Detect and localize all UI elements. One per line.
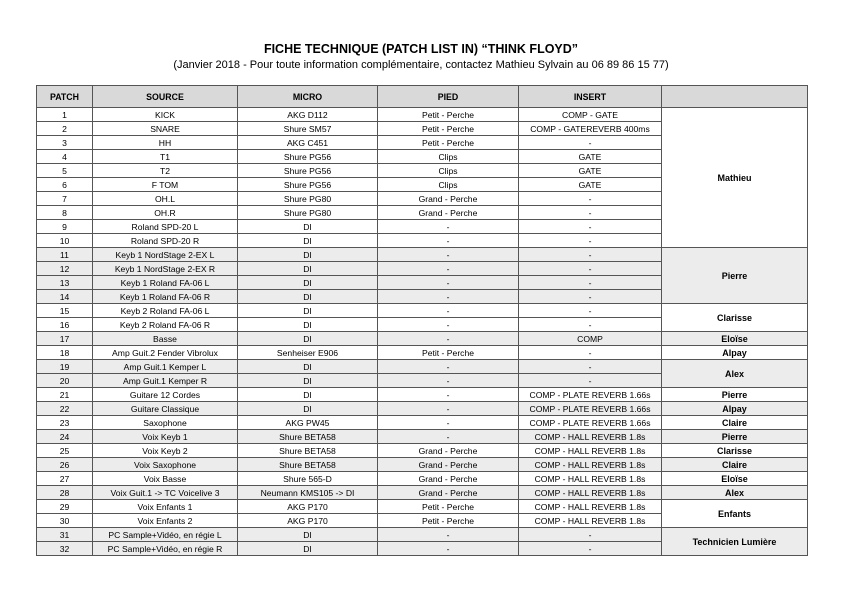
cell-patch: 19 bbox=[37, 360, 93, 374]
cell-pied: Petit - Perche bbox=[378, 514, 519, 528]
cell-pied: - bbox=[378, 430, 519, 444]
cell-micro: Shure BETA58 bbox=[238, 444, 378, 458]
cell-source: PC Sample+Vidéo, en régie L bbox=[93, 528, 238, 542]
cell-musician: Claire bbox=[662, 458, 808, 472]
cell-micro: Neumann KMS105 -> DI bbox=[238, 486, 378, 500]
cell-patch: 1 bbox=[37, 108, 93, 122]
cell-micro: DI bbox=[238, 374, 378, 388]
cell-patch: 22 bbox=[37, 402, 93, 416]
table-row bbox=[37, 430, 808, 444]
cell-pied: Grand - Perche bbox=[378, 192, 519, 206]
cell-musician: Alex bbox=[662, 486, 808, 500]
cell-insert: - bbox=[519, 360, 662, 374]
cell-source: Guitare Classique bbox=[93, 402, 238, 416]
cell-source: Amp Guit.1 Kemper R bbox=[93, 374, 238, 388]
cell-source: Amp Guit.2 Fender Vibrolux bbox=[93, 346, 238, 360]
cell-micro: AKG D112 bbox=[238, 108, 378, 122]
cell-source: Basse bbox=[93, 332, 238, 346]
cell-pied: Grand - Perche bbox=[378, 458, 519, 472]
cell-patch: 6 bbox=[37, 178, 93, 192]
cell-source: Keyb 1 Roland FA-06 L bbox=[93, 276, 238, 290]
table-row bbox=[37, 360, 808, 374]
cell-patch: 13 bbox=[37, 276, 93, 290]
cell-patch: 17 bbox=[37, 332, 93, 346]
cell-insert: - bbox=[519, 318, 662, 332]
cell-patch: 16 bbox=[37, 318, 93, 332]
cell-musician: Pierre bbox=[662, 430, 808, 444]
cell-source: Voix Guit.1 -> TC Voicelive 3 bbox=[93, 486, 238, 500]
cell-micro: AKG C451 bbox=[238, 136, 378, 150]
cell-micro: Shure 565-D bbox=[238, 472, 378, 486]
cell-insert: COMP - HALL REVERB 1.8s bbox=[519, 500, 662, 514]
cell-insert: - bbox=[519, 234, 662, 248]
cell-micro: DI bbox=[238, 318, 378, 332]
cell-insert: COMP - HALL REVERB 1.8s bbox=[519, 458, 662, 472]
cell-source: Keyb 1 Roland FA-06 R bbox=[93, 290, 238, 304]
cell-patch: 8 bbox=[37, 206, 93, 220]
cell-insert: - bbox=[519, 304, 662, 318]
table-row bbox=[37, 402, 808, 416]
column-header-patch: PATCH bbox=[37, 86, 93, 108]
cell-insert: COMP - PLATE REVERB 1.66s bbox=[519, 388, 662, 402]
cell-micro: DI bbox=[238, 304, 378, 318]
table-body bbox=[37, 108, 808, 556]
cell-pied: - bbox=[378, 360, 519, 374]
cell-insert: - bbox=[519, 528, 662, 542]
cell-micro: DI bbox=[238, 234, 378, 248]
cell-micro: DI bbox=[238, 262, 378, 276]
cell-patch: 3 bbox=[37, 136, 93, 150]
cell-pied: - bbox=[378, 402, 519, 416]
cell-patch: 5 bbox=[37, 164, 93, 178]
cell-patch: 14 bbox=[37, 290, 93, 304]
cell-insert: COMP - HALL REVERB 1.8s bbox=[519, 486, 662, 500]
cell-micro: DI bbox=[238, 388, 378, 402]
cell-source: Amp Guit.1 Kemper L bbox=[93, 360, 238, 374]
table-row bbox=[37, 332, 808, 346]
cell-insert: COMP - HALL REVERB 1.8s bbox=[519, 514, 662, 528]
cell-musician: Clarisse bbox=[662, 304, 808, 332]
cell-insert: - bbox=[519, 262, 662, 276]
cell-source: SNARE bbox=[93, 122, 238, 136]
cell-pied: - bbox=[378, 276, 519, 290]
cell-micro: Shure BETA58 bbox=[238, 458, 378, 472]
cell-micro: Shure PG80 bbox=[238, 192, 378, 206]
page-subtitle: (Janvier 2018 - Pour toute information complémentaire, contactez Mathieu Sylvain au 06 89 86 15 77) bbox=[173, 59, 669, 71]
cell-insert: - bbox=[519, 290, 662, 304]
cell-pied: - bbox=[378, 332, 519, 346]
cell-pied: - bbox=[378, 388, 519, 402]
patch-list-table bbox=[36, 85, 808, 556]
cell-patch: 15 bbox=[37, 304, 93, 318]
cell-micro: DI bbox=[238, 542, 378, 556]
cell-micro: Shure SM57 bbox=[238, 122, 378, 136]
cell-patch: 23 bbox=[37, 416, 93, 430]
cell-micro: AKG PW45 bbox=[238, 416, 378, 430]
cell-patch: 27 bbox=[37, 472, 93, 486]
cell-insert: - bbox=[519, 276, 662, 290]
cell-insert: COMP - PLATE REVERB 1.66s bbox=[519, 416, 662, 430]
cell-insert: GATE bbox=[519, 150, 662, 164]
table-row bbox=[37, 486, 808, 500]
cell-source: HH bbox=[93, 136, 238, 150]
cell-source: Keyb 1 NordStage 2-EX R bbox=[93, 262, 238, 276]
table-row bbox=[37, 458, 808, 472]
cell-musician: Enfants bbox=[662, 500, 808, 528]
cell-pied: Clips bbox=[378, 164, 519, 178]
cell-insert: COMP - GATE bbox=[519, 108, 662, 122]
cell-source: Keyb 1 NordStage 2-EX L bbox=[93, 248, 238, 262]
cell-insert: - bbox=[519, 206, 662, 220]
cell-insert: GATE bbox=[519, 164, 662, 178]
cell-patch: 29 bbox=[37, 500, 93, 514]
cell-insert: - bbox=[519, 220, 662, 234]
cell-pied: Petit - Perche bbox=[378, 122, 519, 136]
cell-pied: Grand - Perche bbox=[378, 206, 519, 220]
cell-insert: COMP - HALL REVERB 1.8s bbox=[519, 472, 662, 486]
cell-musician: Alpay bbox=[662, 402, 808, 416]
cell-patch: 11 bbox=[37, 248, 93, 262]
cell-patch: 28 bbox=[37, 486, 93, 500]
cell-pied: - bbox=[378, 248, 519, 262]
cell-micro: DI bbox=[238, 276, 378, 290]
table-row bbox=[37, 444, 808, 458]
cell-musician: Alex bbox=[662, 360, 808, 388]
table-row bbox=[37, 304, 808, 318]
cell-pied: Petit - Perche bbox=[378, 136, 519, 150]
cell-pied: Grand - Perche bbox=[378, 486, 519, 500]
cell-micro: DI bbox=[238, 360, 378, 374]
cell-source: Roland SPD-20 L bbox=[93, 220, 238, 234]
cell-pied: - bbox=[378, 416, 519, 430]
cell-micro: DI bbox=[238, 402, 378, 416]
cell-pied: Grand - Perche bbox=[378, 444, 519, 458]
cell-insert: - bbox=[519, 192, 662, 206]
cell-pied: Petit - Perche bbox=[378, 108, 519, 122]
page-title: FICHE TECHNIQUE (PATCH LIST IN) “THINK FLOYD” bbox=[263, 42, 579, 56]
table-row bbox=[37, 108, 808, 122]
cell-micro: Shure BETA58 bbox=[238, 430, 378, 444]
cell-source: Voix Keyb 1 bbox=[93, 430, 238, 444]
cell-patch: 30 bbox=[37, 514, 93, 528]
cell-insert: COMP bbox=[519, 332, 662, 346]
cell-pied: Clips bbox=[378, 178, 519, 192]
cell-pied: - bbox=[378, 318, 519, 332]
cell-insert: COMP - PLATE REVERB 1.66s bbox=[519, 402, 662, 416]
cell-source: Voix Saxophone bbox=[93, 458, 238, 472]
table-row bbox=[37, 346, 808, 360]
cell-patch: 2 bbox=[37, 122, 93, 136]
cell-patch: 10 bbox=[37, 234, 93, 248]
table-row bbox=[37, 416, 808, 430]
cell-micro: Shure PG56 bbox=[238, 178, 378, 192]
cell-source: OH.R bbox=[93, 206, 238, 220]
cell-source: Voix Enfants 2 bbox=[93, 514, 238, 528]
cell-musician: Pierre bbox=[662, 248, 808, 304]
cell-patch: 32 bbox=[37, 542, 93, 556]
cell-pied: Grand - Perche bbox=[378, 472, 519, 486]
cell-source: OH.L bbox=[93, 192, 238, 206]
cell-musician: Mathieu bbox=[662, 108, 808, 248]
cell-pied: - bbox=[378, 290, 519, 304]
table-row bbox=[37, 472, 808, 486]
column-header-pied: PIED bbox=[378, 86, 519, 108]
cell-source: T1 bbox=[93, 150, 238, 164]
cell-pied: - bbox=[378, 234, 519, 248]
column-header-source: SOURCE bbox=[93, 86, 238, 108]
cell-musician: Pierre bbox=[662, 388, 808, 402]
cell-insert: COMP - HALL REVERB 1.8s bbox=[519, 444, 662, 458]
cell-musician: Eloïse bbox=[662, 472, 808, 486]
cell-pied: Petit - Perche bbox=[378, 346, 519, 360]
cell-source: Keyb 2 Roland FA-06 L bbox=[93, 304, 238, 318]
cell-insert: - bbox=[519, 374, 662, 388]
column-header-musician bbox=[662, 86, 808, 108]
cell-micro: DI bbox=[238, 332, 378, 346]
cell-micro: Senheiser E906 bbox=[238, 346, 378, 360]
cell-pied: - bbox=[378, 304, 519, 318]
cell-patch: 25 bbox=[37, 444, 93, 458]
cell-micro: AKG P170 bbox=[238, 500, 378, 514]
cell-musician: Technicien Lumière bbox=[662, 528, 808, 556]
cell-micro: AKG P170 bbox=[238, 514, 378, 528]
cell-pied: Clips bbox=[378, 150, 519, 164]
table-row bbox=[37, 388, 808, 402]
cell-pied: - bbox=[378, 542, 519, 556]
cell-pied: - bbox=[378, 528, 519, 542]
cell-source: Roland SPD-20 R bbox=[93, 234, 238, 248]
cell-patch: 20 bbox=[37, 374, 93, 388]
cell-micro: Shure PG56 bbox=[238, 164, 378, 178]
cell-source: T2 bbox=[93, 164, 238, 178]
cell-micro: DI bbox=[238, 248, 378, 262]
cell-source: Saxophone bbox=[93, 416, 238, 430]
cell-source: Guitare 12 Cordes bbox=[93, 388, 238, 402]
cell-pied: Petit - Perche bbox=[378, 500, 519, 514]
cell-insert: COMP - HALL REVERB 1.8s bbox=[519, 430, 662, 444]
cell-pied: - bbox=[378, 374, 519, 388]
cell-source: Voix Keyb 2 bbox=[93, 444, 238, 458]
cell-source: Voix Basse bbox=[93, 472, 238, 486]
cell-pied: - bbox=[378, 220, 519, 234]
cell-patch: 12 bbox=[37, 262, 93, 276]
cell-source: PC Sample+Vidéo, en régie R bbox=[93, 542, 238, 556]
table-row bbox=[37, 528, 808, 542]
cell-insert: - bbox=[519, 248, 662, 262]
cell-patch: 21 bbox=[37, 388, 93, 402]
table-header-row bbox=[37, 86, 808, 108]
cell-source: KICK bbox=[93, 108, 238, 122]
cell-source: F TOM bbox=[93, 178, 238, 192]
cell-musician: Clarisse bbox=[662, 444, 808, 458]
cell-musician: Claire bbox=[662, 416, 808, 430]
cell-patch: 26 bbox=[37, 458, 93, 472]
cell-patch: 4 bbox=[37, 150, 93, 164]
cell-patch: 18 bbox=[37, 346, 93, 360]
cell-insert: - bbox=[519, 136, 662, 150]
table-row bbox=[37, 248, 808, 262]
cell-musician: Eloïse bbox=[662, 332, 808, 346]
cell-micro: DI bbox=[238, 220, 378, 234]
cell-musician: Alpay bbox=[662, 346, 808, 360]
cell-pied: - bbox=[378, 262, 519, 276]
cell-insert: - bbox=[519, 346, 662, 360]
cell-micro: Shure PG56 bbox=[238, 150, 378, 164]
cell-patch: 7 bbox=[37, 192, 93, 206]
cell-insert: GATE bbox=[519, 178, 662, 192]
cell-patch: 31 bbox=[37, 528, 93, 542]
cell-insert: COMP - GATEREVERB 400ms bbox=[519, 122, 662, 136]
column-header-insert: INSERT bbox=[519, 86, 662, 108]
cell-patch: 24 bbox=[37, 430, 93, 444]
cell-insert: - bbox=[519, 542, 662, 556]
cell-source: Keyb 2 Roland FA-06 R bbox=[93, 318, 238, 332]
cell-source: Voix Enfants 1 bbox=[93, 500, 238, 514]
cell-micro: DI bbox=[238, 528, 378, 542]
cell-micro: DI bbox=[238, 290, 378, 304]
column-header-micro: MICRO bbox=[238, 86, 378, 108]
cell-micro: Shure PG80 bbox=[238, 206, 378, 220]
cell-patch: 9 bbox=[37, 220, 93, 234]
table-row bbox=[37, 500, 808, 514]
